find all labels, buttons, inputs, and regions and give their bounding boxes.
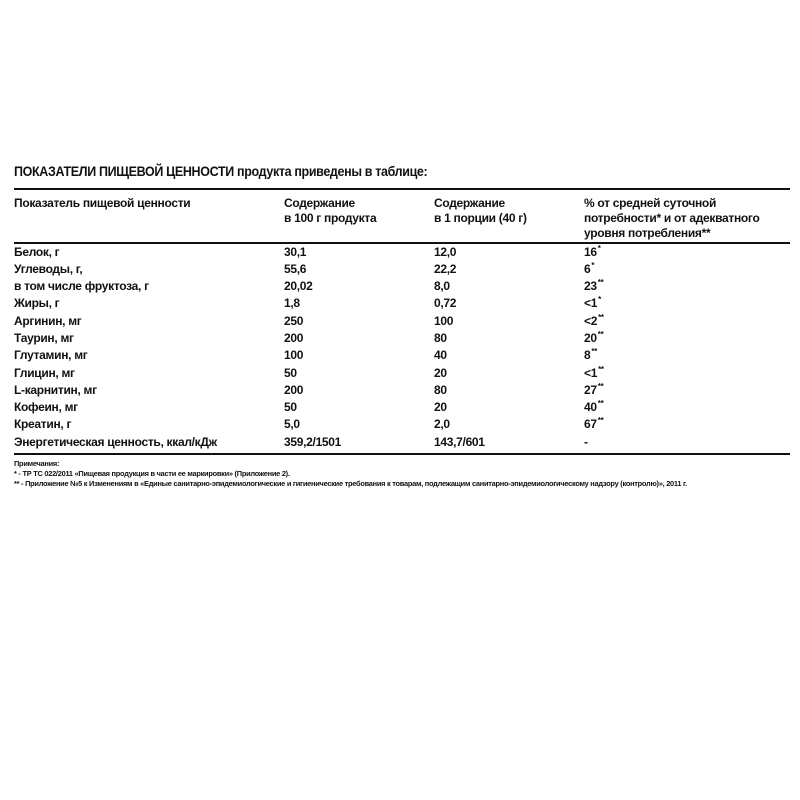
cell-indicator-text: Кофеин, мг bbox=[14, 400, 78, 415]
cell-per-100g bbox=[284, 331, 303, 346]
cell-daily-percent-text: 27 bbox=[584, 382, 597, 397]
cell-per-serving bbox=[434, 417, 450, 432]
column-header-per-serving: Содержание в 1 порции (40 г) bbox=[434, 196, 527, 225]
cell-indicator-text: Глутамин, мг bbox=[14, 348, 88, 363]
cell-indicator bbox=[14, 314, 82, 329]
cell-daily-percent-text: 23 bbox=[584, 279, 597, 294]
cell-per-100g bbox=[284, 296, 300, 311]
heading-caps: ПОКАЗАТЕЛИ ПИЩЕВОЙ ЦЕННОСТИ bbox=[14, 164, 234, 180]
cell-per-100g-text: 1,8 bbox=[284, 296, 300, 311]
table-row bbox=[14, 416, 790, 433]
cell-per-100g bbox=[284, 383, 303, 398]
cell-per-serving-text: 12,0 bbox=[434, 244, 457, 259]
cell-per-100g-text: 200 bbox=[284, 330, 304, 345]
footnote-mark: * bbox=[597, 243, 601, 253]
footnote-mark: ** bbox=[597, 399, 604, 409]
cell-per-serving-text: 100 bbox=[434, 313, 454, 328]
cell-per-serving bbox=[434, 331, 447, 346]
cell-indicator-text: L-карнитин, мг bbox=[14, 382, 97, 397]
cell-per-serving bbox=[434, 245, 456, 260]
cell-per-serving bbox=[434, 296, 456, 311]
cell-per-serving bbox=[434, 279, 450, 294]
cell-indicator bbox=[14, 417, 71, 432]
cell-indicator bbox=[14, 279, 149, 294]
table-row bbox=[14, 365, 790, 382]
cell-per-100g bbox=[284, 400, 297, 415]
footnote-mark: ** bbox=[597, 416, 604, 426]
footnote-1: * - ТР ТС 022/2011 «Пищевая продукция в части ее маркировки» (Приложение 2). bbox=[14, 469, 290, 479]
footnote-mark: ** bbox=[597, 329, 604, 339]
cell-daily-percent-text: <1 bbox=[584, 365, 598, 380]
footnote-mark: ** bbox=[598, 364, 604, 374]
table-heading bbox=[14, 163, 790, 180]
cell-indicator bbox=[14, 245, 59, 260]
cell-daily-percent-text: 40 bbox=[584, 400, 597, 415]
cell-daily-percent bbox=[584, 417, 603, 432]
cell-daily-percent bbox=[584, 366, 604, 381]
cell-per-100g bbox=[284, 348, 303, 363]
table-row bbox=[14, 330, 790, 347]
cell-daily-percent bbox=[584, 383, 603, 398]
cell-per-100g-text: 5,0 bbox=[284, 417, 300, 432]
cell-daily-percent bbox=[584, 245, 601, 260]
cell-daily-percent bbox=[584, 279, 603, 294]
table-body bbox=[14, 244, 790, 452]
cell-per-100g bbox=[284, 262, 306, 277]
cell-indicator bbox=[14, 366, 75, 381]
cell-per-serving-text: 20 bbox=[434, 400, 447, 415]
cell-per-serving-text: 80 bbox=[434, 382, 447, 397]
cell-per-100g bbox=[284, 417, 300, 432]
cell-indicator-text: Креатин, г bbox=[14, 417, 72, 432]
table-row bbox=[14, 278, 790, 295]
cell-per-serving-text: 22,2 bbox=[434, 261, 457, 276]
table-row bbox=[14, 347, 790, 364]
cell-per-100g-text: 250 bbox=[284, 313, 304, 328]
cell-indicator-text: Жиры, г bbox=[14, 296, 60, 311]
footnote-mark: * bbox=[591, 260, 595, 270]
table-row bbox=[14, 399, 790, 416]
footnote-mark: * bbox=[598, 295, 601, 305]
cell-per-100g bbox=[284, 314, 303, 329]
cell-indicator bbox=[14, 296, 59, 311]
cell-indicator-text: Таурин, мг bbox=[14, 330, 74, 345]
cell-per-serving-text: 143,7/601 bbox=[434, 434, 485, 449]
cell-per-serving bbox=[434, 383, 447, 398]
table-row bbox=[14, 434, 790, 451]
cell-daily-percent bbox=[584, 348, 597, 363]
cell-per-100g-text: 20,02 bbox=[284, 279, 313, 294]
cell-per-100g-text: 100 bbox=[284, 348, 304, 363]
cell-indicator bbox=[14, 262, 82, 277]
cell-per-serving-text: 0,72 bbox=[434, 296, 457, 311]
footnote-mark: ** bbox=[597, 381, 604, 391]
cell-indicator-text: Энергетическая ценность, ккал/кДж bbox=[14, 434, 217, 449]
table-row bbox=[14, 261, 790, 278]
footnotes bbox=[14, 459, 790, 489]
cell-per-serving-text: 40 bbox=[434, 348, 447, 363]
cell-indicator bbox=[14, 400, 78, 415]
footnote-mark: ** bbox=[598, 312, 604, 322]
cell-per-100g bbox=[284, 366, 297, 381]
table-row bbox=[14, 382, 790, 399]
cell-per-100g-text: 55,6 bbox=[284, 261, 307, 276]
cell-per-100g-text: 50 bbox=[284, 400, 297, 415]
footnotes-title: Примечания: bbox=[14, 459, 60, 469]
cell-daily-percent-text: 6 bbox=[584, 261, 591, 276]
column-header-daily-percent: % от средней суточной потребности* и от адекватного уровня потребления** bbox=[584, 196, 760, 240]
cell-indicator-text: Глицин, мг bbox=[14, 365, 75, 380]
table-header-row bbox=[14, 190, 790, 242]
cell-indicator-text: Аргинин, мг bbox=[14, 313, 82, 328]
cell-per-100g-text: 359,2/1501 bbox=[284, 434, 342, 449]
cell-indicator-text: Углеводы, г, bbox=[14, 261, 83, 276]
cell-daily-percent bbox=[584, 296, 601, 311]
cell-daily-percent-text: - bbox=[584, 434, 588, 449]
cell-indicator-text: Белок, г bbox=[14, 244, 60, 259]
cell-per-serving bbox=[434, 348, 447, 363]
cell-per-serving-text: 80 bbox=[434, 330, 447, 345]
cell-per-100g-text: 50 bbox=[284, 365, 297, 380]
table-row bbox=[14, 295, 790, 312]
cell-daily-percent-text: 16 bbox=[584, 244, 597, 259]
cell-per-serving-text: 8,0 bbox=[434, 279, 450, 294]
cell-per-100g-text: 30,1 bbox=[284, 244, 307, 259]
cell-daily-percent-text: <2 bbox=[584, 313, 598, 328]
heading-rest: продукта приведены в таблице: bbox=[233, 164, 428, 180]
cell-per-100g bbox=[284, 279, 313, 294]
cell-indicator-text: в том числе фруктоза, г bbox=[14, 279, 149, 294]
cell-indicator bbox=[14, 331, 74, 346]
cell-per-serving bbox=[434, 435, 485, 450]
cell-daily-percent-text: <1 bbox=[584, 296, 598, 311]
footnote-mark: ** bbox=[591, 347, 598, 357]
cell-per-serving-text: 20 bbox=[434, 365, 447, 380]
cell-daily-percent bbox=[584, 314, 604, 329]
column-header-indicator: Показатель пищевой ценности bbox=[14, 196, 191, 210]
cell-daily-percent bbox=[584, 400, 603, 415]
cell-daily-percent bbox=[584, 435, 589, 450]
cell-per-serving bbox=[434, 314, 453, 329]
cell-per-serving bbox=[434, 400, 447, 415]
nutrition-document bbox=[14, 163, 790, 489]
cell-daily-percent bbox=[584, 331, 603, 346]
footnote-2: ** - Приложение №5 к Изменениям в «Единые санитарно-эпидемиологические и гигиенические требования к товарам, подлежащим санитарно-эпидемиологическому надзору (контролю)», 2011 г. bbox=[14, 479, 687, 489]
cell-per-serving-text: 2,0 bbox=[434, 417, 450, 432]
cell-per-100g bbox=[284, 435, 341, 450]
cell-indicator bbox=[14, 435, 217, 450]
column-header-per-100g: Содержание в 100 г продукта bbox=[284, 196, 377, 225]
cell-daily-percent-text: 20 bbox=[584, 330, 597, 345]
cell-per-serving bbox=[434, 262, 456, 277]
cell-indicator bbox=[14, 383, 97, 398]
cell-daily-percent-text: 8 bbox=[584, 348, 591, 363]
footnote-mark: ** bbox=[597, 278, 604, 288]
table-bottom-rule bbox=[14, 453, 790, 455]
cell-per-100g bbox=[284, 245, 306, 260]
table-row bbox=[14, 313, 790, 330]
table-row bbox=[14, 244, 790, 261]
cell-daily-percent-text: 67 bbox=[584, 417, 597, 432]
cell-per-100g-text: 200 bbox=[284, 382, 304, 397]
cell-indicator bbox=[14, 348, 88, 363]
cell-daily-percent bbox=[584, 262, 594, 277]
cell-per-serving bbox=[434, 366, 447, 381]
